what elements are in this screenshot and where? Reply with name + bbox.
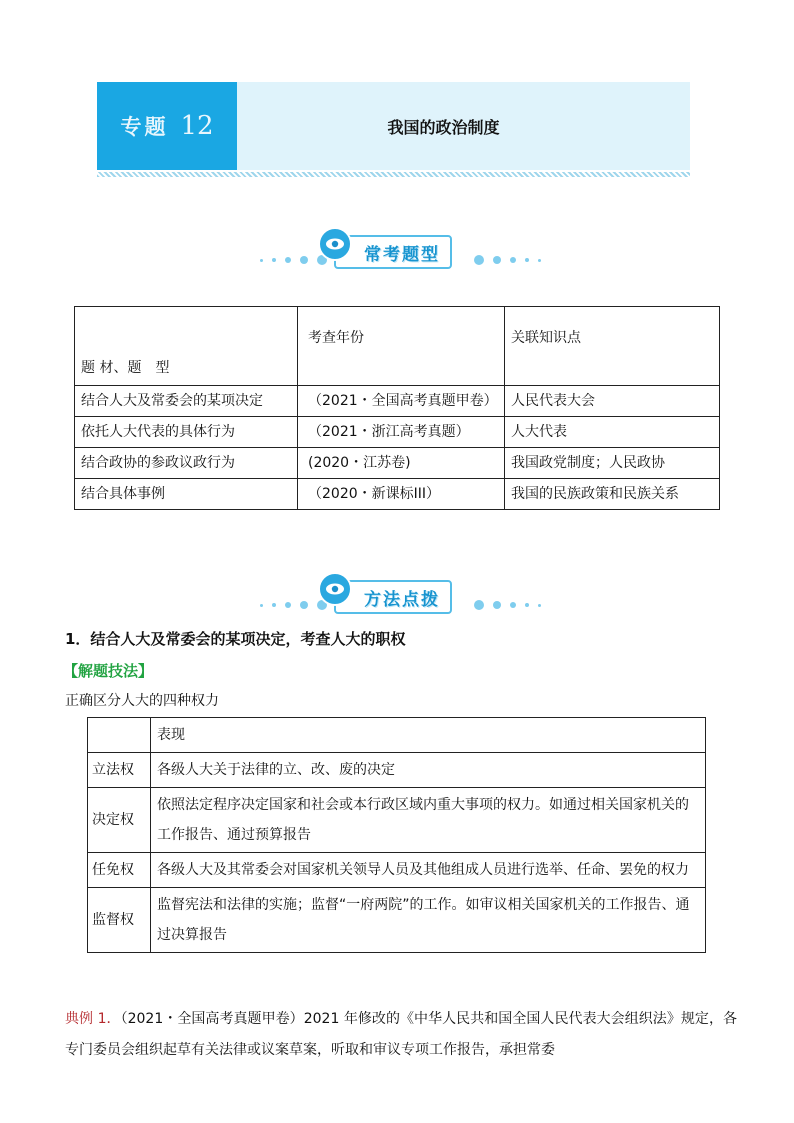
table-cell: 人民代表大会: [505, 386, 720, 417]
banner-divider: [97, 172, 690, 177]
section-label: 常考题型: [364, 244, 440, 265]
table-row: [88, 753, 706, 788]
eye-icon: [318, 572, 352, 606]
section-heading-common-questions: [250, 227, 540, 273]
chapter-number: 12: [180, 111, 214, 141]
chapter-tag-word: 专题: [120, 114, 169, 139]
section-label: 方法点拨: [364, 589, 440, 610]
table-cell: 各级人大及其常委会对国家机关领导人员及其他组成人员进行选举、任命、罢免的权力: [151, 853, 706, 888]
solving-tips-label: 【解题技法】: [63, 662, 154, 680]
table-cell: 人大代表: [505, 417, 720, 448]
table-row: [75, 417, 720, 448]
table-header-row: [88, 718, 706, 753]
table-header-row: [75, 307, 720, 386]
table-header-cell: 题 材、题 型: [75, 307, 298, 386]
decor-dots-left: [260, 255, 327, 265]
table-cell: (2020・江苏卷): [298, 448, 505, 479]
table-row: [75, 448, 720, 479]
table-cell: （2020・新课标III）: [298, 479, 505, 510]
table-row: [88, 788, 706, 853]
table-cell: 我国政党制度；人民政协: [505, 448, 720, 479]
example-paragraph: [65, 1004, 737, 1066]
table-cell: 各级人大关于法律的立、改、废的决定: [151, 753, 706, 788]
table-header-cell: 表现: [151, 718, 706, 753]
example-text: （2021・全国高考真题甲卷）2021 年修改的《中华人民共和国全国人民代表大会组织法》规定，各专门委员会组织起草有关法律或议案草案，听取和审议专项工作报告，承担常委: [65, 1011, 737, 1058]
npc-powers-table: [87, 717, 706, 953]
example-label: 典例 1．: [65, 1011, 121, 1027]
table-cell: 任免权: [88, 853, 151, 888]
table-cell: 结合具体事例: [75, 479, 298, 510]
table-cell: 结合政协的参政议政行为: [75, 448, 298, 479]
intro-text: 正确区分人大的四种权力: [65, 693, 219, 709]
table-cell: 监督权: [88, 888, 151, 953]
table-cell: （2021・全国高考真题甲卷）: [298, 386, 505, 417]
table-cell: 结合人大及常委会的某项决定: [75, 386, 298, 417]
chapter-banner: [97, 82, 690, 170]
table-cell: 我国的民族政策和民族关系: [505, 479, 720, 510]
table-header-cell: 关联知识点: [505, 307, 720, 386]
section-heading-method-tips: [250, 572, 540, 618]
table-cell: 监督宪法和法律的实施；监督“一府两院”的工作。如审议相关国家机关的工作报告、通过决算报告: [151, 888, 706, 953]
table-row: [75, 386, 720, 417]
table-cell: （2021・浙江高考真题）: [298, 417, 505, 448]
table-header-cell: [88, 718, 151, 753]
table-header-cell: 考查年份: [298, 307, 505, 386]
table-row: [75, 479, 720, 510]
decor-dots-right: [474, 255, 541, 265]
table-row: [88, 853, 706, 888]
decor-dots-left: [260, 600, 327, 610]
question-1-title: 1．结合人大及常委会的某项决定，考查人大的职权: [65, 630, 406, 648]
table-row: [88, 888, 706, 953]
table-cell: 立法权: [88, 753, 151, 788]
table-cell: 依托人大代表的具体行为: [75, 417, 298, 448]
chapter-title: 我国的政治制度: [387, 117, 500, 137]
decor-dots-right: [474, 600, 541, 610]
question-types-table: [74, 306, 720, 510]
chapter-tag: [97, 82, 237, 170]
eye-icon: [318, 227, 352, 261]
table-cell: 决定权: [88, 788, 151, 853]
table-cell: 依照法定程序决定国家和社会或本行政区域内重大事项的权力。如通过相关国家机关的工作报告、通过预算报告: [151, 788, 706, 853]
